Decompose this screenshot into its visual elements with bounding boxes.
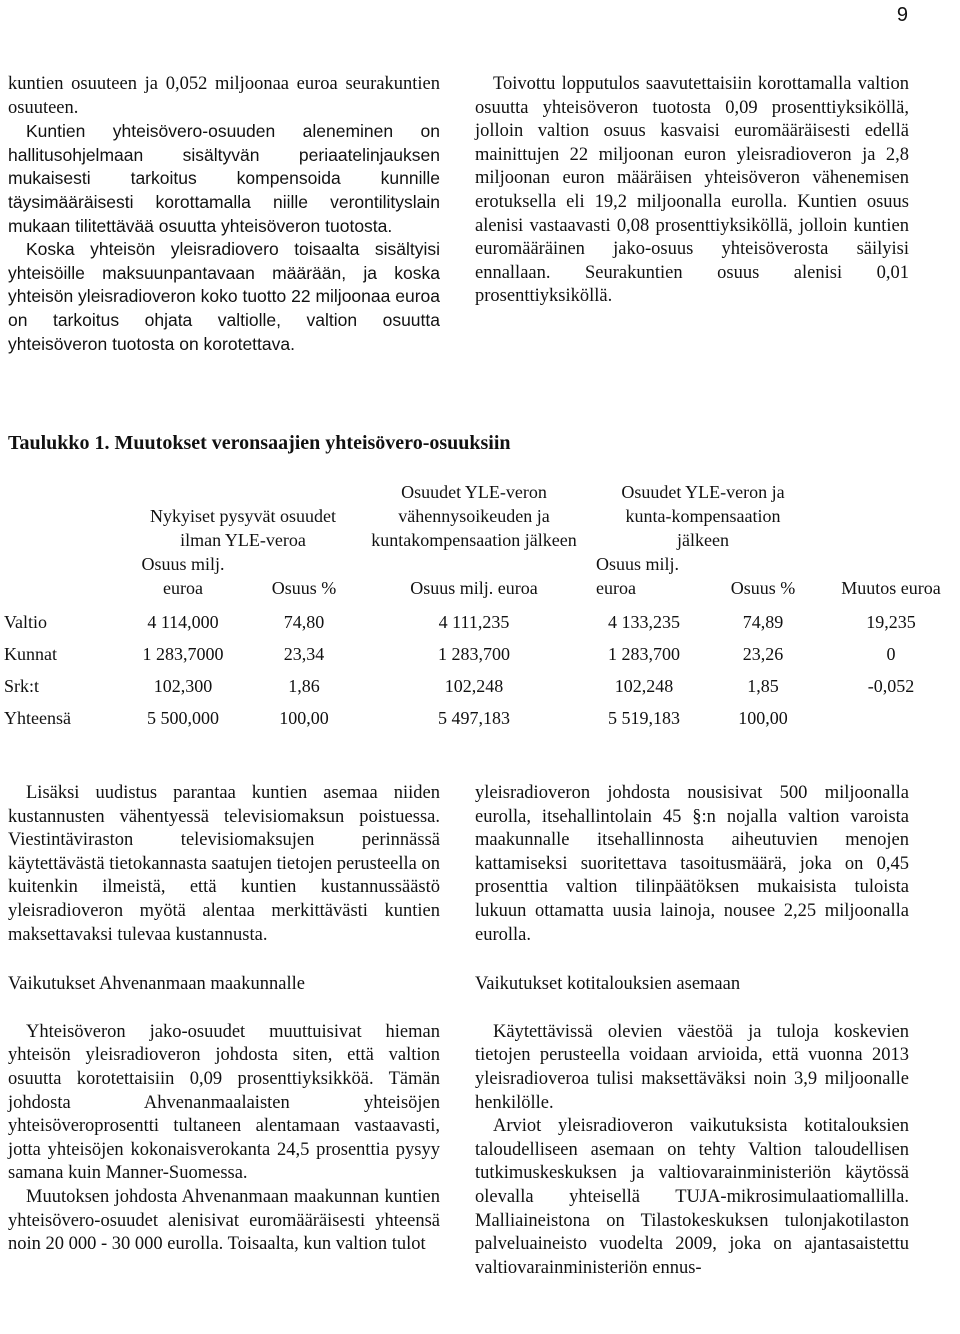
bottom-left-column (8, 782, 440, 1257)
header-osuus-milj: Osuus milj. euroa (141, 554, 225, 598)
header-osuus-pct: Osuus % (271, 578, 337, 598)
header-osuus-milj-full: Osuus milj. euroa (410, 578, 538, 598)
paragraph: Koska yhteisön yleisradiovero toisaalta sisältyisi yhteisöille maksuunpantavaan määrään, ja koska yhteisön yleisradioveron koko tuotto 22 miljoonaa euroa on tarkoitus ohjata valtiolle, valtion osuutta yhteisöveron tuotosta on korotettava. (8, 239, 440, 354)
paragraph: kuntien osuuteen ja 0,052 miljoonaa euroa seurakuntien osuuteen. (8, 74, 440, 118)
table-header-groups (4, 480, 960, 552)
bottom-right-column (475, 782, 909, 1280)
paragraph: Kuntien yhteisövero-osuuden aleneminen on hallitusohjelmaan sisältyvän periaatelinjauksen mukaisesti tarkoitus kompensoida kunnille täysimääräisesti korottamalla niille verontilityslain mukaan tilitettävää osuutta yhteisöveron tuotosta. (8, 121, 440, 236)
paragraph: Muutoksen johdosta Ahvenanmaan maakunnan kuntien yhteisövero-osuudet alenisivat euromääräisesti yhteensä noin 20 000 - 30 000 eurolla. Toisaalta, kun valtion tulot (8, 1186, 440, 1255)
header-group-yle-deduction: Osuudet YLE-veron vähennysoikeuden ja kuntakompensaation jälkeen (371, 482, 577, 550)
shares-table (4, 480, 960, 734)
header-osuus-pct: Osuus % (730, 578, 796, 598)
paragraph: Yhteisöveron jako-osuudet muuttuisivat hieman yhteisön yleisradioveron johdosta siten, että valtion osuutta korotettaisiin 0,09 prosenttiyksikköä. Tämän johdosta Ahvenanmaalaisten yhteisöjen yhteisöveroprosentti tultaneen alentamaan vastaavasti, jotta yhteisöjen kokonaisverokanta 24,5 prosenttia pysyy samana kuin Manner-Suomessa. (8, 1021, 440, 1184)
paragraph: Käytettävissä olevien väestöä ja tuloja koskevien tietojen perusteella voidaan arvioida, että vuonna 2013 yleisradioveroa tulisi maksettäväksi noin 3,9 miljoonalle henkilölle. (475, 1021, 909, 1113)
header-group-yle-compensation: Osuudet YLE-veron ja kunta-kompensaation jälkeen (621, 482, 785, 550)
section-heading: Vaikutukset Ahvenanmaan maakunnalle (8, 974, 305, 995)
paragraph: Arviot yleisradioveron vaikutuksista kotitalouksien taloudelliseen asemaan on tehty Valtion taloudellisen tutkimuskeskuksen ja valtiovarainministeriön käytössä olevalla yhteisellä TUJA-mikrosimulaatiomallilla. Malliaineistona on Tilastokeskuksen tulonjakotilaston palveluaineisto vuodelta 2009, joka on ajantasaistettu valtiovarainministeriön ennus- (475, 1116, 909, 1278)
table-row: Valtio 4 114,000 74,80 4 111,235 4 133,235 74,89 19,235 (4, 611, 916, 632)
section-heading: Vaikutukset kotitalouksien asemaan (475, 974, 741, 995)
top-right-column (475, 73, 909, 309)
paragraph: Lisäksi uudistus parantaa kuntien asemaa niiden kustannusten vähentyessä televisiomaksun poistuessa. Viestintäviraston televisiomaksujen perinnässä käytettävästä tietokannasta saatujen tietojen perusteella on kuitenkin ilmeistä, että kuntien kustannussäästö yleisradioveron myötä alentaa merkittävästi kuntien maksettavaksi tulevaa kustannusta. (8, 783, 441, 945)
table-row: Srk:t 102,300 1,86 102,248 102,248 1,85 -0,052 (4, 675, 915, 696)
header-change: Muutos euroa (841, 578, 941, 598)
header-osuus-milj: Osuus milj. euroa (596, 554, 680, 598)
table-row: Kunnat 1 283,7000 23,34 1 283,700 1 283,700 23,26 0 (4, 643, 896, 664)
paragraph: yleisradioveron johdosta nousisivat 500 miljoonalla eurolla, itsehallintolain 45 §:n nojalla valtion varoista maakunnalle itsehallinnosta aiheutuvien menojen kattamiseksi suoritettava tasoitusmäärä, joka on 0,45 prosenttia valtion tilinpäätöksen mukaisista tuloista lukuun ottamatta uusia lainoja, nousee 2,25 miljoonalla eurolla. (475, 783, 909, 945)
paragraph: Toivottu lopputulos saavutettaisiin korottamalla valtion osuutta yhteisöveron tuotosta 0,09 prosenttiyksiköllä, jolloin valtion osuus kasvaisi euromääräisesti edellä mainittujen 22 miljoonan euron yleisradioveron ja 2,8 miljoonan euron määräisen yhteisöveron vähenemisen erotuksella eli 19,2 miljoonalla eurolla. Kuntien osuus alenisi vastaavasti 0,08 prosenttiyksiköllä, jolloin kuntien euromääräinen jako-osuus yhteisöverosta säilyisi ennallaan. Seurakuntien osuus alenisi 0,01 prosenttiyksiköllä. (475, 74, 909, 307)
table-row: Yhteensä 5 500,000 100,00 5 497,183 5 519,183 100,00 (4, 707, 788, 728)
table-header-columns (4, 552, 960, 600)
header-group-current: Nykyiset pysyvät osuudet ilman YLE-veroa (150, 506, 336, 550)
top-left-column (8, 73, 440, 356)
page-number: 9 (896, 4, 908, 26)
table-title: Taulukko 1. Muutokset veronsaajien yhteisövero-osuuksiin (8, 432, 511, 454)
